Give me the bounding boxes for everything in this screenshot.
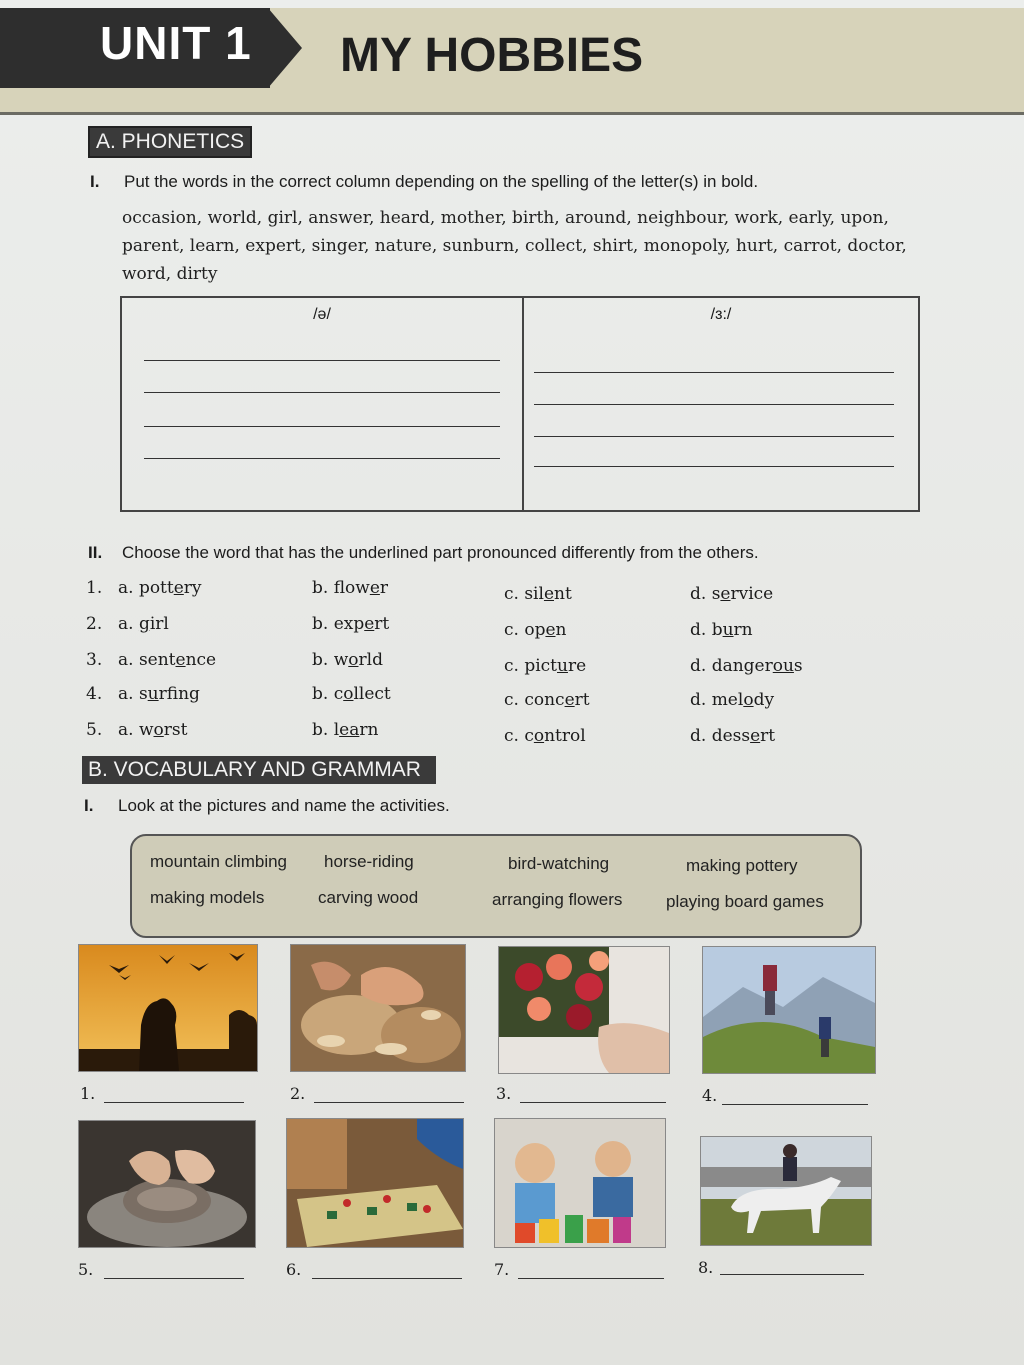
word-box-item: arranging flowers (492, 890, 623, 909)
carving-wood-photo (290, 944, 466, 1072)
answer-option-c[interactable]: c. concert (504, 690, 590, 710)
underlined-part: e (543, 584, 554, 604)
pottery-photo (78, 1120, 256, 1248)
column-header-er: /ɜ:/ (710, 306, 732, 323)
column-header-schwa: /ə/ (313, 306, 331, 323)
underlined-part: o (533, 726, 545, 746)
answer-option-a[interactable]: a. sentence (118, 650, 217, 670)
underlined-part: o (743, 690, 754, 710)
answer-line[interactable] (144, 458, 500, 459)
answer-option-c[interactable]: c. control (504, 726, 586, 746)
answer-option-b[interactable]: b. flower (312, 578, 389, 598)
underlined-part: e (750, 726, 761, 746)
answer-option-b[interactable]: b. learn (312, 720, 379, 740)
page-title: MY HOBBIES (340, 29, 644, 82)
answer-blank[interactable] (314, 1102, 464, 1103)
underlined-part: u (557, 656, 568, 676)
answer-line[interactable] (534, 436, 894, 437)
answer-line[interactable] (534, 372, 894, 373)
underlined-part: o (348, 650, 359, 670)
board-game-photo (286, 1118, 464, 1248)
answer-line[interactable] (534, 404, 894, 405)
answer-option-d[interactable]: d. dangerous (690, 656, 803, 676)
answer-blank[interactable] (722, 1104, 868, 1105)
exercise-number: I. (90, 172, 100, 191)
answer-line[interactable] (144, 360, 500, 361)
underlined-part: e (364, 614, 375, 634)
section-a-label: A. PHONETICS (88, 126, 252, 158)
word-box (130, 834, 862, 938)
underlined-part: u (722, 620, 734, 640)
question-number: 5. (86, 720, 103, 740)
exercise-a2-instruction (88, 543, 759, 563)
instruction-text: Choose the word that has the underlined part pronounced differently from the others. (122, 543, 759, 562)
mountain-climbing-photo (702, 946, 876, 1074)
column-er (524, 298, 918, 510)
word-box-item: playing board games (666, 892, 824, 911)
unit-arrow (268, 8, 302, 88)
answer-blank[interactable] (518, 1278, 664, 1279)
question-number: 4. (86, 684, 103, 704)
answer-line[interactable] (534, 466, 894, 467)
question-number: 2. (86, 614, 103, 634)
underlined-part: e (175, 650, 186, 670)
underlined-part: ou (772, 656, 794, 676)
answer-option-c[interactable]: c. picture (504, 656, 587, 676)
answer-option-a[interactable]: a. surfing (118, 684, 200, 704)
underlined-part: e (564, 690, 575, 710)
answer-blank[interactable] (104, 1278, 244, 1279)
underlined-part: o (343, 684, 354, 704)
underlined-part: e (545, 620, 556, 640)
answer-option-d[interactable]: d. burn (690, 620, 753, 640)
answer-option-a[interactable]: a. worst (118, 720, 188, 740)
underlined-part: e (720, 584, 731, 604)
word-box-item: making pottery (686, 856, 798, 875)
horse-riding-photo (700, 1136, 872, 1246)
exercise-number: I. (84, 796, 94, 815)
picture-number: 1. (80, 1084, 96, 1103)
exercise-a1-instruction (90, 172, 758, 192)
word-box-item: mountain climbing (150, 852, 288, 871)
answer-blank[interactable] (104, 1102, 244, 1103)
answer-blank[interactable] (720, 1274, 864, 1275)
exercise-number: II. (88, 543, 103, 562)
picture-number: 5. (78, 1260, 94, 1279)
answer-option-b[interactable]: b. collect (312, 684, 391, 704)
picture-number: 4. (702, 1086, 718, 1105)
instruction-text: Put the words in the correct column depending on the spelling of the letter(s) in bold. (124, 172, 759, 191)
underlined-part: o (153, 720, 164, 740)
word-box-item: making models (150, 888, 265, 907)
picture-number: 7. (494, 1260, 510, 1279)
picture-number: 3. (496, 1084, 512, 1103)
unit-title: UNIT 1 (100, 17, 252, 69)
answer-option-c[interactable]: c. open (504, 620, 567, 640)
answer-option-c[interactable]: c. silent (504, 584, 572, 604)
column-schwa (122, 298, 524, 510)
exercise-b1-instruction (84, 796, 450, 816)
underlined-part: g (138, 614, 150, 634)
answer-option-b[interactable]: b. expert (312, 614, 390, 634)
picture-number: 8. (698, 1258, 714, 1277)
answer-option-a[interactable]: a. girl (118, 614, 169, 634)
answer-option-d[interactable]: d. service (690, 584, 774, 604)
picture-number: 2. (290, 1084, 306, 1103)
making-models-photo (494, 1118, 666, 1248)
section-b-label: B. VOCABULARY AND GRAMMAR (82, 756, 436, 784)
question-number: 3. (86, 650, 103, 670)
answer-option-d[interactable]: d. dessert (690, 726, 776, 746)
bird-watching-photo (78, 944, 258, 1072)
word-list: occasion, world, girl, answer, heard, mother, birth, around, neighbour, work, early, upon, parent, learn, expert, singer, nature, sunburn, collect, shirt, monopoly, hurt, carrot, doctor, word, dirty (122, 208, 907, 284)
instruction-text: Look at the pictures and name the activities. (118, 796, 450, 815)
answer-option-a[interactable]: a. pottery (118, 578, 202, 598)
word-box-item: bird-watching (508, 854, 610, 873)
phonetics-table (120, 296, 920, 512)
answer-blank[interactable] (312, 1278, 462, 1279)
flowers-photo (498, 946, 670, 1074)
underlined-part: u (147, 684, 159, 704)
word-box-item: horse-riding (324, 852, 414, 871)
underlined-part: ea (339, 720, 360, 740)
answer-line[interactable] (144, 426, 500, 427)
answer-option-d[interactable]: d. melody (690, 690, 775, 710)
answer-blank[interactable] (520, 1102, 666, 1103)
question-number: 1. (86, 578, 103, 598)
answer-option-b[interactable]: b. world (312, 650, 383, 670)
underlined-part: e (173, 578, 184, 598)
underlined-part: e (369, 578, 380, 598)
answer-line[interactable] (144, 392, 500, 393)
word-box-item: carving wood (318, 888, 419, 907)
picture-number: 6. (286, 1260, 302, 1279)
